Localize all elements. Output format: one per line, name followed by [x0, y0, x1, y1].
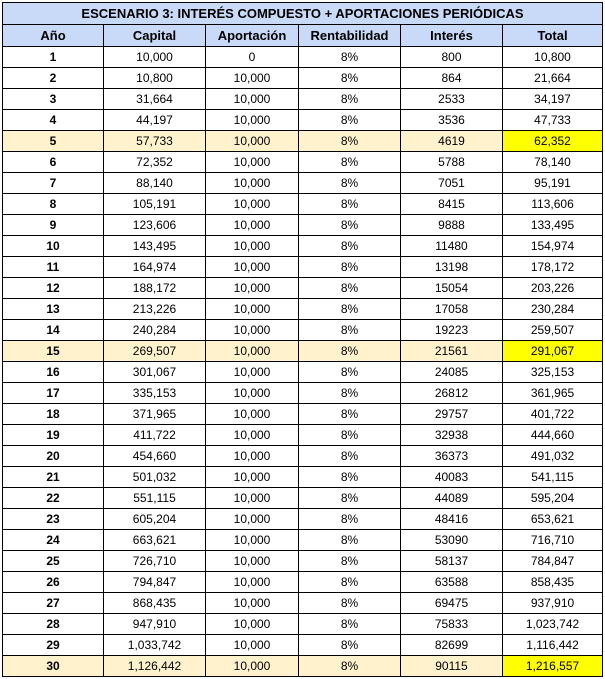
capital-cell: 105,191 — [104, 194, 206, 215]
aportacion-cell: 10,000 — [206, 236, 299, 257]
total-cell: 653,621 — [503, 509, 603, 530]
total-cell: 784,847 — [503, 551, 603, 572]
total-cell: 325,153 — [503, 362, 603, 383]
rentabilidad-cell: 8% — [299, 404, 401, 425]
capital-cell: 551,115 — [104, 488, 206, 509]
capital-cell: 10,800 — [104, 68, 206, 89]
rentabilidad-cell: 8% — [299, 215, 401, 236]
total-cell: 178,172 — [503, 257, 603, 278]
total-cell: 259,507 — [503, 320, 603, 341]
capital-cell: 188,172 — [104, 278, 206, 299]
aportacion-cell: 0 — [206, 47, 299, 68]
header-capital: Capital — [104, 25, 206, 47]
table-row — [3, 425, 603, 446]
rentabilidad-cell: 8% — [299, 530, 401, 551]
rentabilidad-cell: 8% — [299, 278, 401, 299]
aportacion-cell: 10,000 — [206, 383, 299, 404]
year-cell: 29 — [3, 635, 104, 656]
year-cell: 6 — [3, 152, 104, 173]
capital-cell: 143,495 — [104, 236, 206, 257]
interes-cell: 800 — [401, 47, 503, 68]
total-cell: 154,974 — [503, 236, 603, 257]
rentabilidad-cell: 8% — [299, 110, 401, 131]
capital-cell: 88,140 — [104, 173, 206, 194]
aportacion-cell: 10,000 — [206, 173, 299, 194]
year-cell: 4 — [3, 110, 104, 131]
year-cell: 27 — [3, 593, 104, 614]
table-row — [3, 173, 603, 194]
rentabilidad-cell: 8% — [299, 320, 401, 341]
capital-cell: 1,126,442 — [104, 656, 206, 677]
capital-cell: 726,710 — [104, 551, 206, 572]
interes-cell: 7051 — [401, 173, 503, 194]
year-cell: 7 — [3, 173, 104, 194]
total-cell: 34,197 — [503, 89, 603, 110]
total-cell: 78,140 — [503, 152, 603, 173]
table-row — [3, 530, 603, 551]
total-cell: 937,910 — [503, 593, 603, 614]
total-cell: 291,067 — [503, 341, 603, 362]
year-cell: 2 — [3, 68, 104, 89]
table-row — [3, 152, 603, 173]
interes-cell: 63588 — [401, 572, 503, 593]
aportacion-cell: 10,000 — [206, 614, 299, 635]
rentabilidad-cell: 8% — [299, 467, 401, 488]
aportacion-cell: 10,000 — [206, 362, 299, 383]
aportacion-cell: 10,000 — [206, 257, 299, 278]
rentabilidad-cell: 8% — [299, 614, 401, 635]
interes-cell: 82699 — [401, 635, 503, 656]
aportacion-cell: 10,000 — [206, 194, 299, 215]
capital-cell: 1,033,742 — [104, 635, 206, 656]
table-title: ESCENARIO 3: INTERÉS COMPUESTO + APORTACIONES PERIÓDICAS — [3, 3, 603, 25]
capital-cell: 10,000 — [104, 47, 206, 68]
capital-cell: 240,284 — [104, 320, 206, 341]
aportacion-cell: 10,000 — [206, 131, 299, 152]
year-cell: 30 — [3, 656, 104, 677]
total-cell: 113,606 — [503, 194, 603, 215]
total-cell: 62,352 — [503, 131, 603, 152]
interes-cell: 90115 — [401, 656, 503, 677]
total-cell: 230,284 — [503, 299, 603, 320]
interes-cell: 44089 — [401, 488, 503, 509]
aportacion-cell: 10,000 — [206, 635, 299, 656]
capital-cell: 164,974 — [104, 257, 206, 278]
total-cell: 491,032 — [503, 446, 603, 467]
rentabilidad-cell: 8% — [299, 446, 401, 467]
table-row — [3, 320, 603, 341]
rentabilidad-cell: 8% — [299, 173, 401, 194]
aportacion-cell: 10,000 — [206, 68, 299, 89]
year-cell: 1 — [3, 47, 104, 68]
rentabilidad-cell: 8% — [299, 299, 401, 320]
year-cell: 16 — [3, 362, 104, 383]
interes-cell: 69475 — [401, 593, 503, 614]
total-cell: 361,965 — [503, 383, 603, 404]
rentabilidad-cell: 8% — [299, 656, 401, 677]
table-row — [3, 509, 603, 530]
header-row — [3, 25, 603, 47]
rentabilidad-cell: 8% — [299, 362, 401, 383]
table-row — [3, 593, 603, 614]
table-row — [3, 362, 603, 383]
year-cell: 25 — [3, 551, 104, 572]
capital-cell: 44,197 — [104, 110, 206, 131]
rentabilidad-cell: 8% — [299, 131, 401, 152]
scenario-table — [2, 2, 603, 677]
capital-cell: 269,507 — [104, 341, 206, 362]
interes-cell: 29757 — [401, 404, 503, 425]
aportacion-cell: 10,000 — [206, 299, 299, 320]
rentabilidad-cell: 8% — [299, 68, 401, 89]
total-cell: 203,226 — [503, 278, 603, 299]
year-cell: 23 — [3, 509, 104, 530]
interes-cell: 53090 — [401, 530, 503, 551]
aportacion-cell: 10,000 — [206, 215, 299, 236]
rentabilidad-cell: 8% — [299, 551, 401, 572]
aportacion-cell: 10,000 — [206, 446, 299, 467]
header-year: Año — [3, 25, 104, 47]
interes-cell: 26812 — [401, 383, 503, 404]
table-row — [3, 635, 603, 656]
rentabilidad-cell: 8% — [299, 425, 401, 446]
rentabilidad-cell: 8% — [299, 488, 401, 509]
table-row — [3, 236, 603, 257]
total-cell: 1,216,557 — [503, 656, 603, 677]
year-cell: 24 — [3, 530, 104, 551]
interes-cell: 13198 — [401, 257, 503, 278]
year-cell: 13 — [3, 299, 104, 320]
interes-cell: 58137 — [401, 551, 503, 572]
rentabilidad-cell: 8% — [299, 236, 401, 257]
table-row — [3, 194, 603, 215]
aportacion-cell: 10,000 — [206, 89, 299, 110]
rentabilidad-cell: 8% — [299, 47, 401, 68]
capital-cell: 371,965 — [104, 404, 206, 425]
interes-cell: 40083 — [401, 467, 503, 488]
rentabilidad-cell: 8% — [299, 509, 401, 530]
aportacion-cell: 10,000 — [206, 404, 299, 425]
rentabilidad-cell: 8% — [299, 341, 401, 362]
year-cell: 22 — [3, 488, 104, 509]
table-row — [3, 467, 603, 488]
rentabilidad-cell: 8% — [299, 194, 401, 215]
total-cell: 1,116,442 — [503, 635, 603, 656]
aportacion-cell: 10,000 — [206, 110, 299, 131]
aportacion-cell: 10,000 — [206, 530, 299, 551]
interes-cell: 2533 — [401, 89, 503, 110]
interes-cell: 48416 — [401, 509, 503, 530]
interes-cell: 9888 — [401, 215, 503, 236]
year-cell: 28 — [3, 614, 104, 635]
aportacion-cell: 10,000 — [206, 341, 299, 362]
year-cell: 15 — [3, 341, 104, 362]
table-body — [3, 47, 603, 677]
year-cell: 19 — [3, 425, 104, 446]
year-cell: 3 — [3, 89, 104, 110]
table-row — [3, 404, 603, 425]
capital-cell: 794,847 — [104, 572, 206, 593]
year-cell: 8 — [3, 194, 104, 215]
rentabilidad-cell: 8% — [299, 152, 401, 173]
table-row — [3, 341, 603, 362]
capital-cell: 335,153 — [104, 383, 206, 404]
rentabilidad-cell: 8% — [299, 635, 401, 656]
year-cell: 5 — [3, 131, 104, 152]
year-cell: 26 — [3, 572, 104, 593]
table-row — [3, 278, 603, 299]
aportacion-cell: 10,000 — [206, 425, 299, 446]
interes-cell: 15054 — [401, 278, 503, 299]
aportacion-cell: 10,000 — [206, 152, 299, 173]
total-cell: 21,664 — [503, 68, 603, 89]
header-rentabilidad: Rentabilidad — [299, 25, 401, 47]
total-cell: 444,660 — [503, 425, 603, 446]
total-cell: 401,722 — [503, 404, 603, 425]
aportacion-cell: 10,000 — [206, 593, 299, 614]
capital-cell: 31,664 — [104, 89, 206, 110]
table-row — [3, 68, 603, 89]
table-row — [3, 47, 603, 68]
interes-cell: 32938 — [401, 425, 503, 446]
year-cell: 18 — [3, 404, 104, 425]
rentabilidad-cell: 8% — [299, 593, 401, 614]
interes-cell: 8415 — [401, 194, 503, 215]
capital-cell: 72,352 — [104, 152, 206, 173]
table-row — [3, 551, 603, 572]
interes-cell: 4619 — [401, 131, 503, 152]
aportacion-cell: 10,000 — [206, 509, 299, 530]
table-row — [3, 131, 603, 152]
interes-cell: 864 — [401, 68, 503, 89]
interes-cell: 5788 — [401, 152, 503, 173]
header-aportacion: Aportación — [206, 25, 299, 47]
capital-cell: 501,032 — [104, 467, 206, 488]
year-cell: 21 — [3, 467, 104, 488]
table-row — [3, 299, 603, 320]
interes-cell: 19223 — [401, 320, 503, 341]
total-cell: 10,800 — [503, 47, 603, 68]
capital-cell: 411,722 — [104, 425, 206, 446]
year-cell: 20 — [3, 446, 104, 467]
year-cell: 9 — [3, 215, 104, 236]
rentabilidad-cell: 8% — [299, 89, 401, 110]
capital-cell: 454,660 — [104, 446, 206, 467]
capital-cell: 605,204 — [104, 509, 206, 530]
capital-cell: 57,733 — [104, 131, 206, 152]
interes-cell: 24085 — [401, 362, 503, 383]
table-row — [3, 89, 603, 110]
year-cell: 11 — [3, 257, 104, 278]
table-row — [3, 383, 603, 404]
total-cell: 95,191 — [503, 173, 603, 194]
year-cell: 10 — [3, 236, 104, 257]
table-row — [3, 215, 603, 236]
aportacion-cell: 10,000 — [206, 656, 299, 677]
total-cell: 541,115 — [503, 467, 603, 488]
rentabilidad-cell: 8% — [299, 572, 401, 593]
interes-cell: 75833 — [401, 614, 503, 635]
table-row — [3, 488, 603, 509]
aportacion-cell: 10,000 — [206, 278, 299, 299]
table-row — [3, 110, 603, 131]
total-cell: 858,435 — [503, 572, 603, 593]
total-cell: 716,710 — [503, 530, 603, 551]
aportacion-cell: 10,000 — [206, 488, 299, 509]
table-row — [3, 257, 603, 278]
table-row — [3, 446, 603, 467]
aportacion-cell: 10,000 — [206, 467, 299, 488]
interes-cell: 17058 — [401, 299, 503, 320]
capital-cell: 123,606 — [104, 215, 206, 236]
capital-cell: 868,435 — [104, 593, 206, 614]
interes-cell: 3536 — [401, 110, 503, 131]
total-cell: 133,495 — [503, 215, 603, 236]
capital-cell: 213,226 — [104, 299, 206, 320]
capital-cell: 301,067 — [104, 362, 206, 383]
capital-cell: 947,910 — [104, 614, 206, 635]
aportacion-cell: 10,000 — [206, 572, 299, 593]
interes-cell: 21561 — [401, 341, 503, 362]
capital-cell: 663,621 — [104, 530, 206, 551]
interes-cell: 11480 — [401, 236, 503, 257]
header-interes: Interés — [401, 25, 503, 47]
rentabilidad-cell: 8% — [299, 257, 401, 278]
aportacion-cell: 10,000 — [206, 320, 299, 341]
rentabilidad-cell: 8% — [299, 383, 401, 404]
total-cell: 47,733 — [503, 110, 603, 131]
total-cell: 1,023,742 — [503, 614, 603, 635]
table-row — [3, 656, 603, 677]
header-total: Total — [503, 25, 603, 47]
table-row — [3, 614, 603, 635]
table-row — [3, 572, 603, 593]
total-cell: 595,204 — [503, 488, 603, 509]
interes-cell: 36373 — [401, 446, 503, 467]
year-cell: 17 — [3, 383, 104, 404]
year-cell: 12 — [3, 278, 104, 299]
year-cell: 14 — [3, 320, 104, 341]
aportacion-cell: 10,000 — [206, 551, 299, 572]
